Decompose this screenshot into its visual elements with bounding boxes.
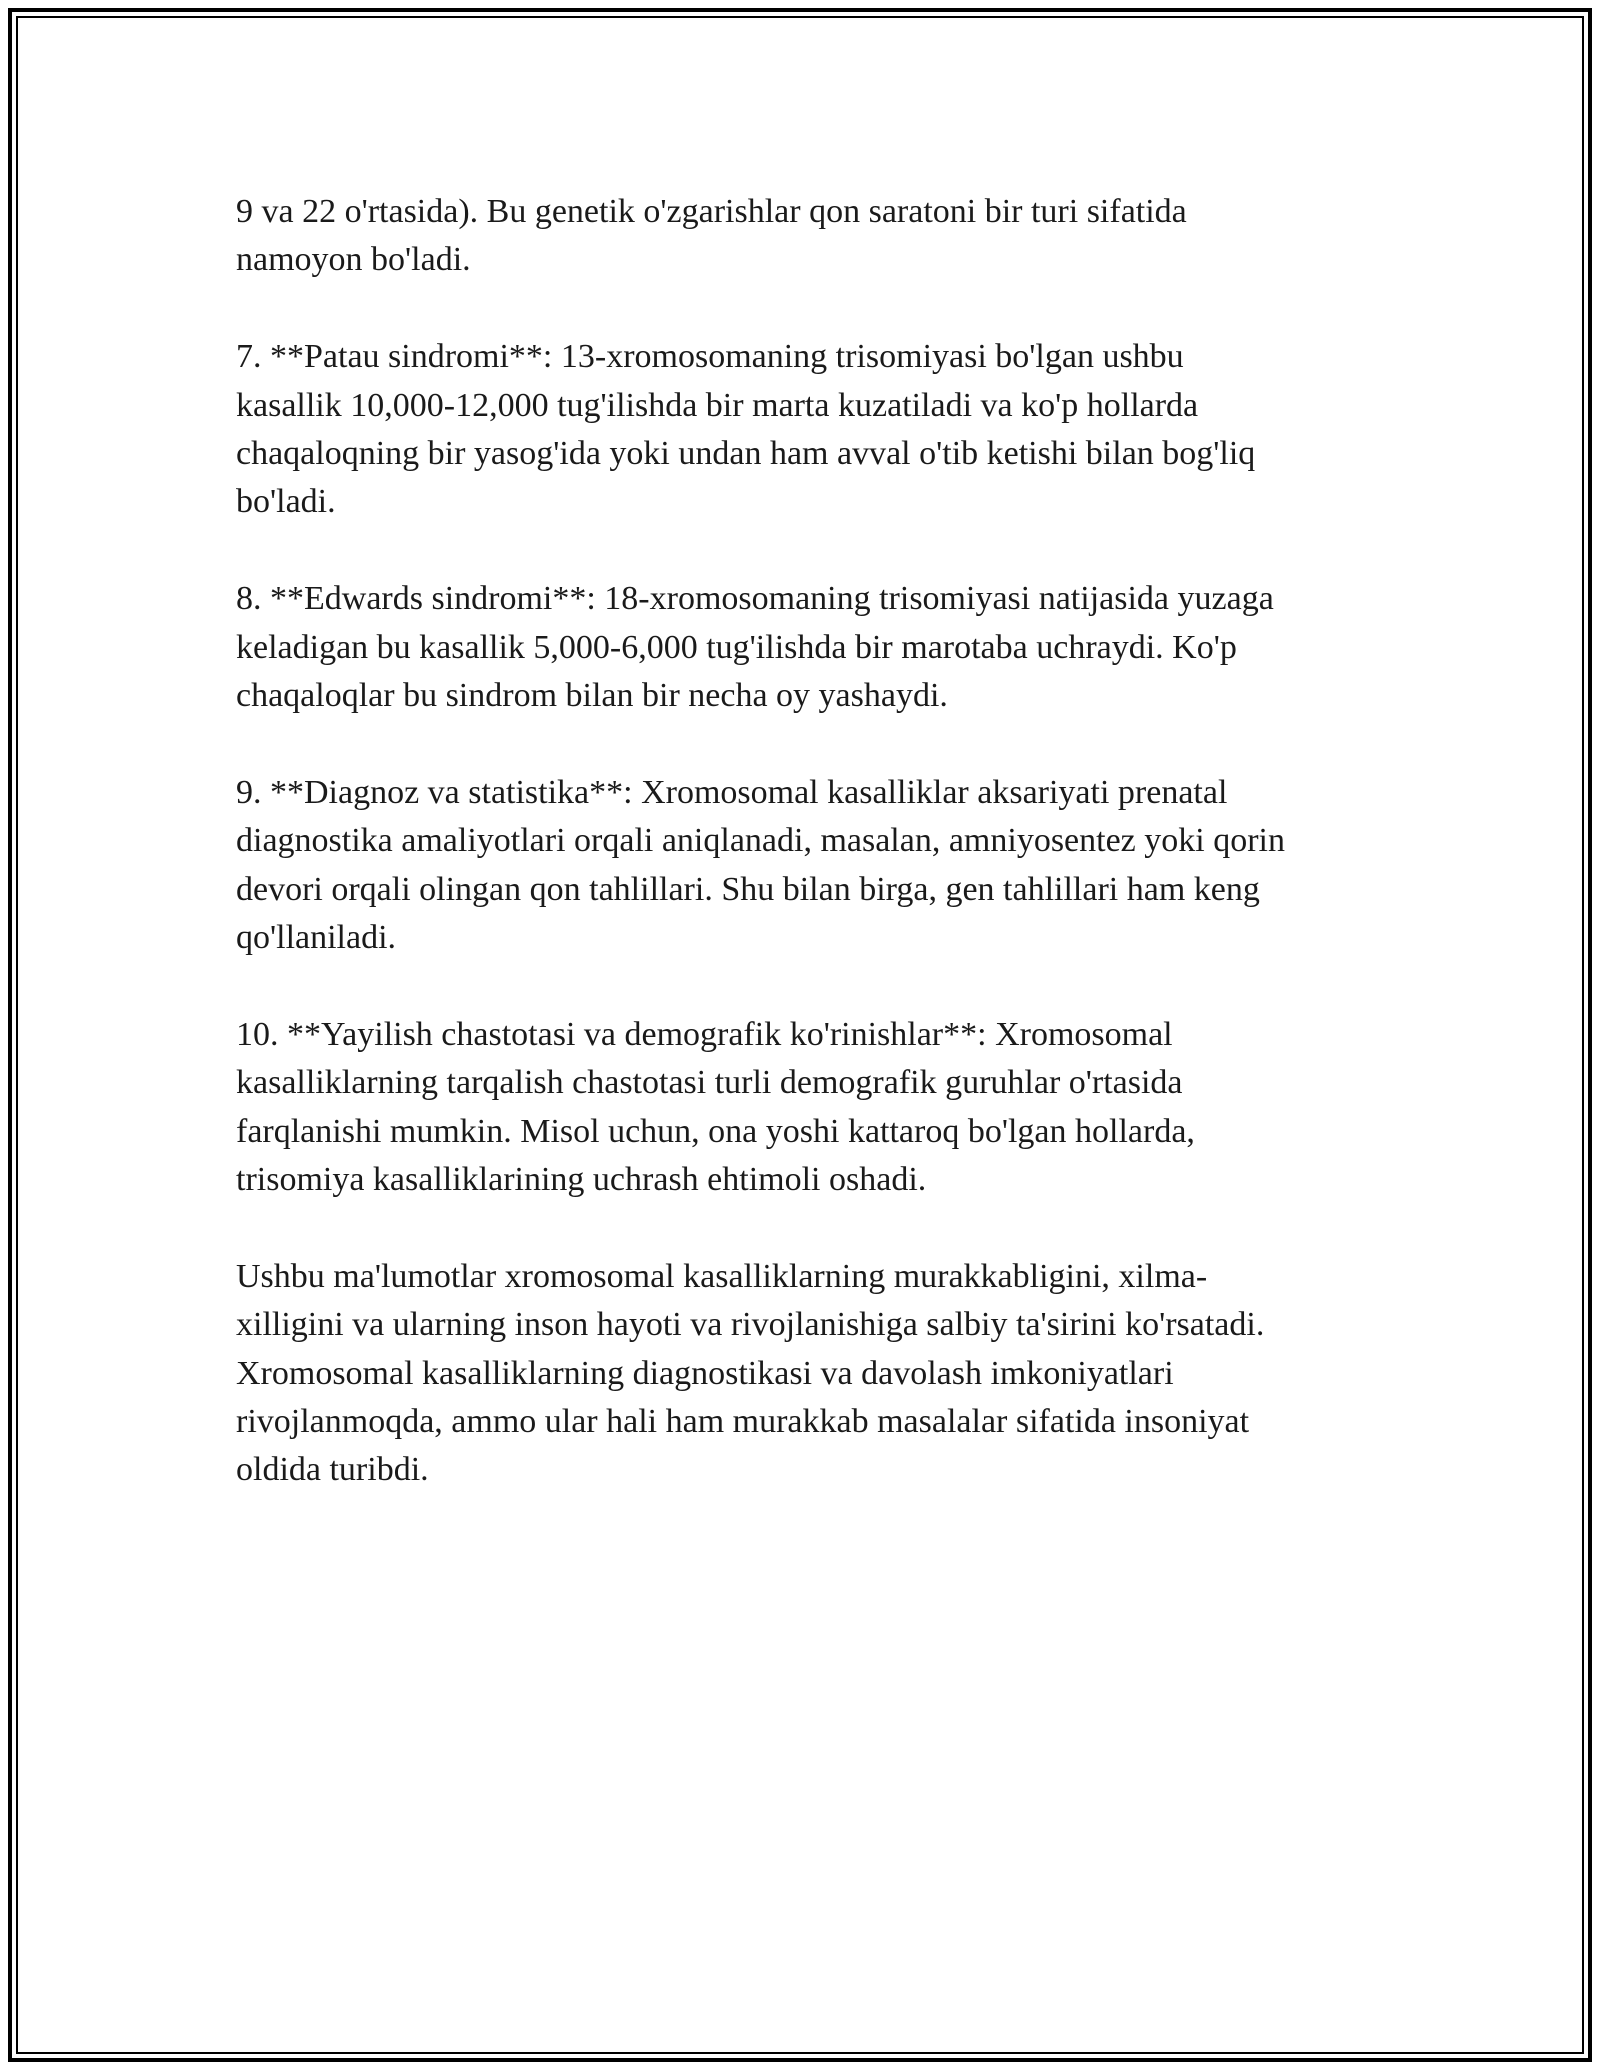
paragraph-prevalence-demographics: 10. **Yayilish chastotasi va demografik ko'rinishlar**: Xromosomal kasalliklarning tarqalish chastotasi turli demografik guruhlar o'rtasida farqlanishi mumkin. Misol uchun, ona yoshi kattaroq bo'lgan hollarda, trisomiya kasalliklarining uchrash ehtimoli oshadi. [236,1015,1195,1199]
document-body [236,188,1366,1495]
paragraph-conclusion: Ushbu ma'lumotlar xromosomal kasalliklarning murakkabligini, xilma- xilligini va ularning inson hayoti va rivojlanishiga salbiy ta'sirini ko'rsatadi. Xromosomal kasalliklarning diagnostikasi va davolash imkoniyatlari rivojlanmoqda, ammo ular hali ham murakkab masalalar sifatida insoniyat oldida turibdi. [236,1257,1265,1489]
paragraph-edwards-syndrome: 8. **Edwards sindromi**: 18-xromosomaning trisomiyasi natijasida yuzaga keladigan bu kasallik 5,000-6,000 tug'ilishda bir marotaba uchraydi. Ko'p chaqaloqlar bu sindrom bilan bir necha oy yashaydi. [236,580,1274,715]
paragraph-patau-syndrome: 7. **Patau sindromi**: 13-xromosomaning trisomiyasi bo'lgan ushbu kasallik 10,000-12,000 tug'ilishda bir marta kuzatiladi va ko'p hollarda chaqaloqning bir yasog'ida yoki undan ham avval o'tib ketishi bilan bog'liq bo'ladi. [236,338,1256,521]
paragraph-diagnosis-statistics: 9. **Diagnoz va statistika**: Xromosomal kasalliklar aksariyati prenatal diagnostika amaliyotlari orqali aniqlanadi, masalan, amniyosentez yoki qorin devori orqali olingan qon tahlillari. Shu bilan birga, gen tahlillari ham keng qo'llaniladi. [236,773,1285,957]
paragraph-continuation: 9 va 22 o'rtasida). Bu genetik o'zgarishlar qon saratoni bir turi sifatida namoyon bo'ladi. [236,193,1187,279]
